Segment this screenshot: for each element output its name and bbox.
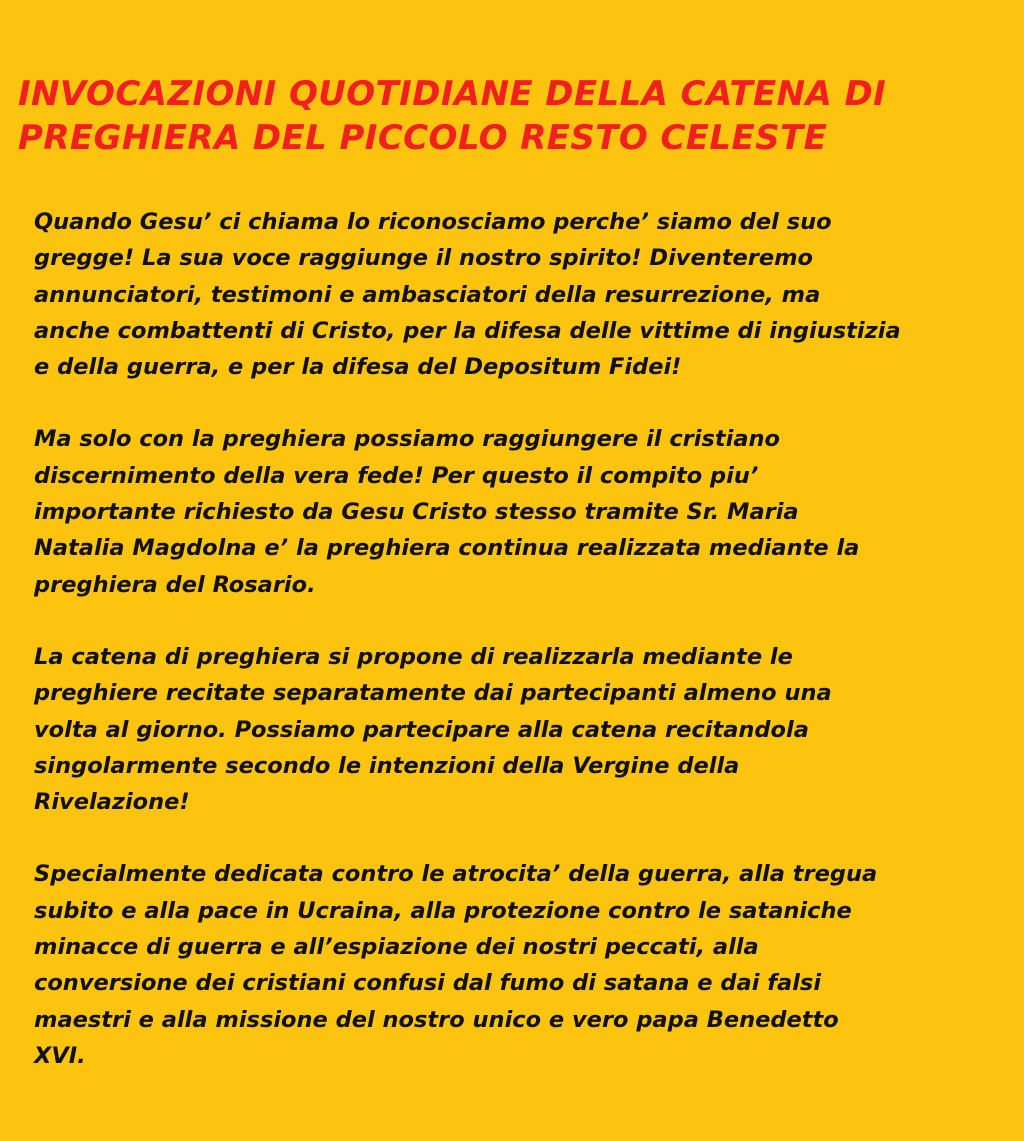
text-line: singolarmente secondo le intenzioni della Vergine della (34, 752, 740, 779)
text-line: maestri e alla missione del nostro unico e vero papa Benedetto (34, 1006, 839, 1033)
paragraph-3 (34, 639, 1004, 820)
text-line: Specialmente dedicata contro le atrocita’ della guerra, alla tregua (34, 861, 878, 888)
text-line: La catena di preghiera si propone di realizzarla mediante le (34, 643, 793, 670)
paragraph-2 (34, 421, 1004, 602)
page-title (18, 72, 1008, 160)
text-line: conversione dei cristiani confusi dal fumo di satana e dai falsi (34, 970, 822, 997)
text-line: preghiere recitate separatamente dai partecipanti almeno una (34, 680, 832, 707)
paragraph-1 (34, 204, 1004, 385)
text-line: importante richiesto da Gesu Cristo stesso tramite Sr. Maria (34, 499, 799, 526)
text-line: volta al giorno. Possiamo partecipare alla catena recitandola (34, 716, 809, 743)
document-body (34, 204, 1004, 1110)
text-line: e della guerra, e per la difesa del Depositum Fidei! (34, 354, 682, 381)
text-line: XVI. (34, 1042, 86, 1069)
text-line: Rivelazione! (34, 789, 190, 816)
text-line: gregge! La sua voce raggiunge il nostro spirito! Diventeremo (34, 245, 814, 272)
text-line: Natalia Magdolna e’ la preghiera continua realizzata mediante la (34, 535, 860, 562)
text-line: anche combattenti di Cristo, per la difesa delle vittime di ingiustizia (34, 317, 901, 344)
text-line: annunciatori, testimoni e ambasciatori della resurrezione, ma (34, 281, 821, 308)
title-line-2: PREGHIERA DEL PICCOLO RESTO CELESTE (18, 118, 828, 158)
text-line: minacce di guerra e all’espiazione dei nostri peccati, alla (34, 934, 759, 961)
paragraph-4 (34, 856, 1004, 1074)
text-line: discernimento della vera fede! Per questo il compito piu’ (34, 462, 759, 489)
text-line: Ma solo con la preghiera possiamo raggiungere il cristiano (34, 426, 781, 453)
text-line: subito e alla pace in Ucraina, alla protezione contro le sataniche (34, 897, 852, 924)
title-line-1: INVOCAZIONI QUOTIDIANE DELLA CATENA DI (18, 74, 887, 114)
text-line: Quando Gesu’ ci chiama lo riconosciamo perche’ siamo del suo (34, 209, 832, 235)
text-line: preghiera del Rosario. (34, 571, 316, 598)
